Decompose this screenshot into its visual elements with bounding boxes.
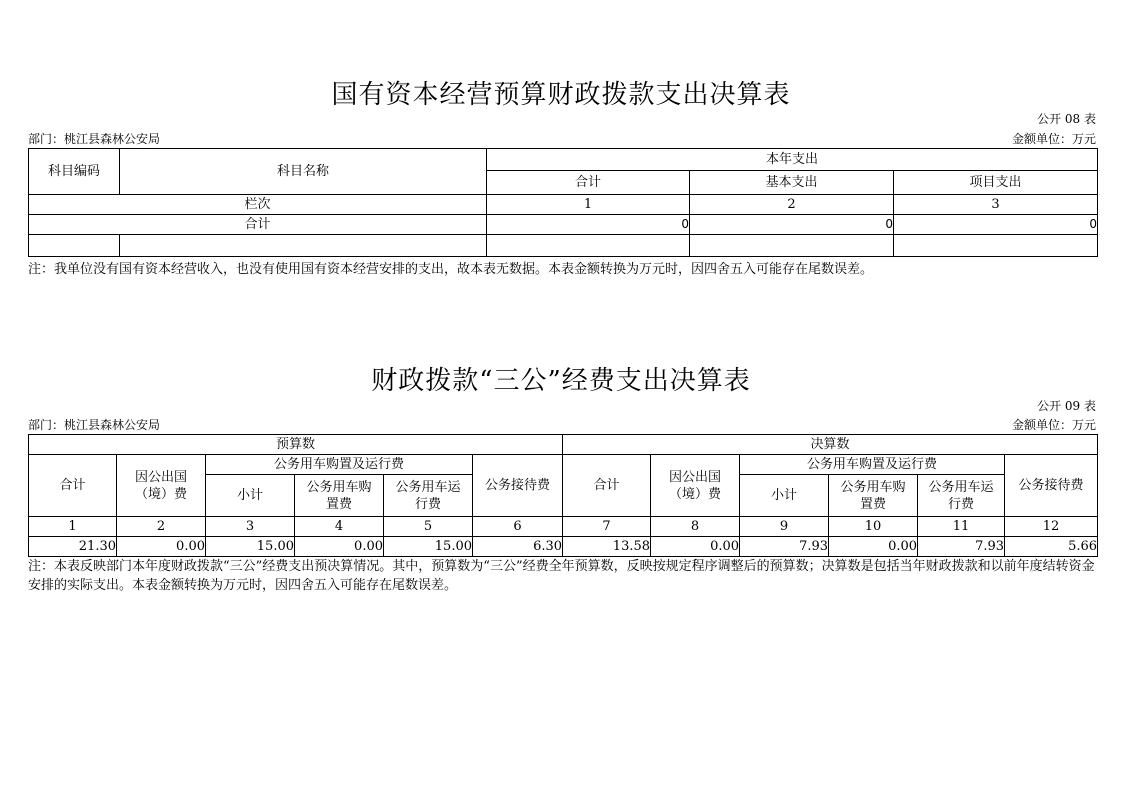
empty-cell (487, 235, 690, 257)
budget-vehicle-running-header: 公务用车运行费 (384, 475, 473, 517)
table09-title: 财政拨款“三公”经费支出决算表 (371, 366, 751, 396)
header-project: 项目支出 (894, 171, 1098, 195)
budget-vehicle-purchase-header: 公务用车购置费 (295, 475, 384, 517)
header-budget: 预算数 (29, 435, 563, 455)
final-vehicle-purchase-header: 公务用车购置费 (829, 475, 918, 517)
table09 (28, 434, 1098, 557)
header-current-year: 本年支出 (487, 149, 1098, 171)
row-total-label: 合计 (29, 215, 487, 235)
budget-subtotal-header: 小计 (206, 475, 295, 517)
value-cell: 5.66 (1005, 537, 1098, 557)
table09-note: 注：本表反映部门本年度财政拨款“三公”经费支出预决算情况。其中，预算数为“三公”经费全年预算数，反映按规定程序调整后的预算数；决算数是包括当年财政拨款和以前年度结转资金安排的实际支出。本表金额转换为万元时，因四舍五入可能存在尾数误差。 (28, 559, 1095, 593)
index-cell: 6 (473, 517, 563, 537)
index-cell: 9 (740, 517, 829, 537)
final-reception-header: 公务接待费 (1005, 455, 1098, 517)
table09-dept: 部门：桃江县森林公安局 (28, 418, 161, 432)
index-cell: 2 (117, 517, 206, 537)
table08 (28, 148, 1098, 257)
header-basic: 基本支出 (690, 171, 894, 195)
budget-abroad-header: 因公出国（境）费 (117, 455, 206, 517)
row-index-label: 栏次 (29, 195, 487, 215)
empty-cell (120, 235, 487, 257)
value-cell: 0.00 (651, 537, 740, 557)
index-cell: 1 (29, 517, 117, 537)
table08-unit: 金额单位：万元 (1011, 132, 1096, 146)
index-cell: 11 (918, 517, 1005, 537)
value-cell: 0.00 (829, 537, 918, 557)
budget-total-header: 合计 (29, 455, 117, 517)
row-total-v2: 0 (690, 215, 894, 235)
final-abroad-header: 因公出国（境）费 (651, 455, 740, 517)
index-cell: 8 (651, 517, 740, 537)
index-cell: 10 (829, 517, 918, 537)
table09-unit: 金额单位：万元 (1011, 418, 1096, 432)
final-vehicle-running-header: 公务用车运行费 (918, 475, 1005, 517)
value-cell: 13.58 (563, 537, 651, 557)
header-total: 合计 (487, 171, 690, 195)
index-cell: 4 (295, 517, 384, 537)
header-final: 决算数 (563, 435, 1098, 455)
row-index-c1: 1 (487, 195, 690, 215)
value-cell: 7.93 (740, 537, 829, 557)
value-cell: 7.93 (918, 537, 1005, 557)
row-index-c2: 2 (690, 195, 894, 215)
index-cell: 7 (563, 517, 651, 537)
budget-vehicle-header: 公务用车购置及运行费 (206, 455, 473, 475)
budget-reception-header: 公务接待费 (473, 455, 563, 517)
value-cell: 6.30 (473, 537, 563, 557)
empty-cell (894, 235, 1098, 257)
table08-dept: 部门：桃江县森林公安局 (28, 132, 161, 146)
row-total-v3: 0 (894, 215, 1098, 235)
header-subject-code: 科目编码 (29, 149, 120, 195)
table08-code: 公开 08 表 (1037, 112, 1096, 126)
row-total-v1: 0 (487, 215, 690, 235)
table09-code: 公开 09 表 (1037, 399, 1096, 413)
index-cell: 12 (1005, 517, 1098, 537)
empty-cell (690, 235, 894, 257)
row-index-c3: 3 (894, 195, 1098, 215)
final-total-header: 合计 (563, 455, 651, 517)
final-subtotal-header: 小计 (740, 475, 829, 517)
value-cell: 15.00 (206, 537, 295, 557)
value-cell: 0.00 (295, 537, 384, 557)
final-vehicle-header: 公务用车购置及运行费 (740, 455, 1005, 475)
value-cell: 0.00 (117, 537, 206, 557)
empty-cell (29, 235, 120, 257)
index-cell: 5 (384, 517, 473, 537)
table08-note: 注：我单位没有国有资本经营收入，也没有使用国有资本经营安排的支出，故本表无数据。本表金额转换为万元时，因四舍五入可能存在尾数误差。 (28, 262, 874, 277)
value-cell: 15.00 (384, 537, 473, 557)
table08-title: 国有资本经营预算财政拨款支出决算表 (331, 80, 791, 110)
index-cell: 3 (206, 517, 295, 537)
value-cell: 21.30 (29, 537, 117, 557)
header-subject-name: 科目名称 (120, 149, 487, 195)
